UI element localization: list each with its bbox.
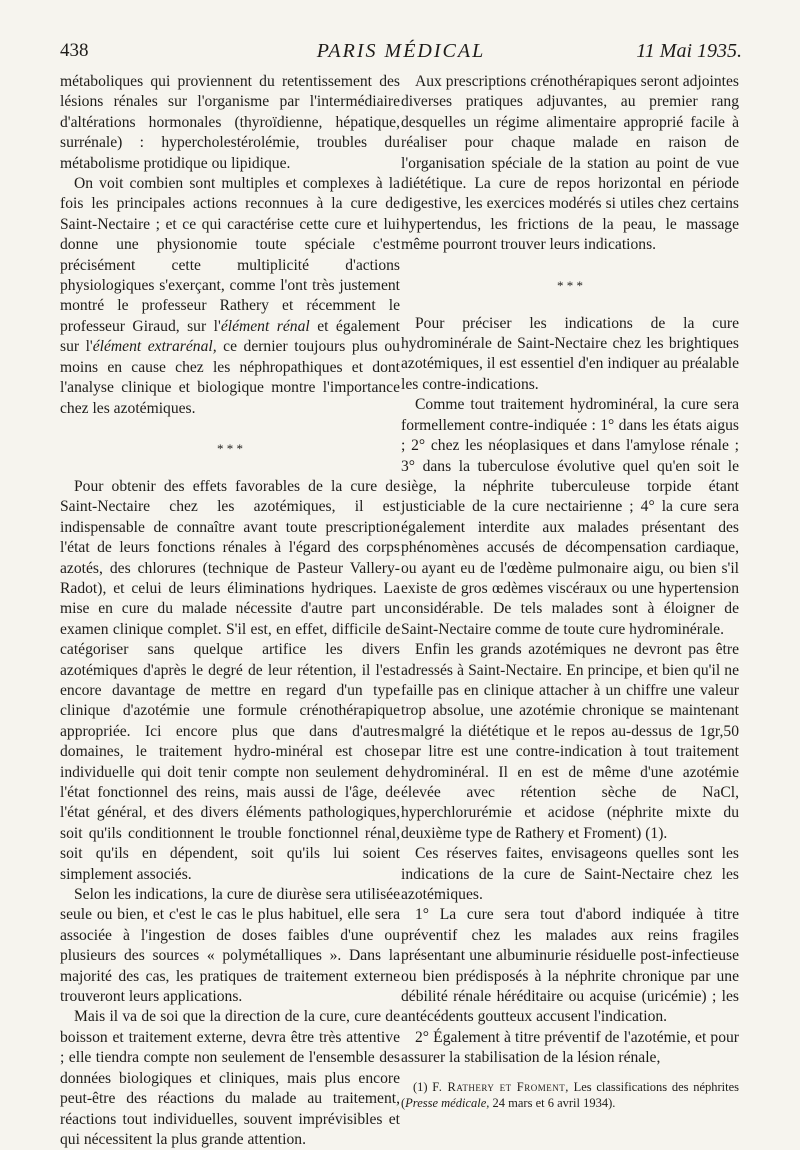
paragraph: métaboliques qui proviennent du retentissement des lésions rénales sur l'organisme par l'intermédiaire d'altérations hormonales (thyroïdienne, hépatique, surrénale) : hypercholestérolémie, troubles du métabolisme protidique ou lipidique. [60, 73, 400, 172]
issue-date: 11 Mai 1935. [636, 40, 742, 62]
footnote-source: Presse médicale, [405, 1095, 490, 1110]
page-number: 438 [60, 40, 89, 61]
emphasis-element-extrarenal: élément extrarénal, [92, 338, 217, 356]
emphasis-element-renal: élément rénal [220, 317, 310, 335]
paragraph: Pour obtenir des effets favorables de la cure de Saint-Nectaire chez les azotémiques, il est indispensable de connaître avant toute prescription l'état de leurs fonctions rénales à l'égard des corps azotés, des chlorures (technique de Pasteur Vallery-Radot), et celui de leurs éliminations hydriques. La mise en cure du malade nécessite d'autre part un examen clinique complet. S'il est, en effet, difficile de catégoriser sans quelque artifice les divers azotémiques d'après le degré de leur rétention, il l'est encore davantage de mettre en regard d'un type clinique d'azotémie une formule crénothérapique appropriée. Ici encore plus que dans d'autres domaines, le traitement hydro-minéral est chose individuelle qui doit tenir compte non seulement de l'état fonctionnel des reins, mais aussi de l'âge, de l'état général, et des divers éléments pathologiques, soit qu'ils conditionnent le trouble fonctionnel rénal, soit qu'ils en dépendent, soit qu'ils lui soient simplement associés. [60, 477, 400, 883]
page-header [60, 36, 742, 70]
right-column [401, 72, 739, 1111]
paragraph: On voit combien sont multiples et complexes à la fois les principales actions reconnues à la cure de Saint-Nectaire ; et ce qui caractérise cette cure et lui donne une physionomie toute spéciale c'est précisément cette multiplicité d'actions physiologiques s'exerçant, comme l'ont très justement montré le professeur Rathery et récemment le professeur Giraud, sur l'élément rénal et également sur l'élément extrarénal, ce dernier toujours plus ou moins en cause chez les néphropathiques et dont l'analyse clinique et biologique montre l'importance chez les azotémiques. [60, 175, 400, 417]
paragraph: 1° La cure sera tout d'abord indiquée à titre préventif chez les malades aux reins fragiles présentant une albuminurie résiduelle post-infectieuse ou bien prédisposés à la néphrite chronique par une débilité rénale héréditaire ou acquise (uricémie) ; les antécédents goutteux accusent l'indication. [401, 906, 739, 1026]
journal-title: PARIS MÉDICAL [316, 40, 486, 62]
paragraph: Comme tout traitement hydrominéral, la cure sera formellement contre-indiquée : 1° dans les états aigus ; 2° chez les néoplasiques et dans l'amylose rénale ; 3° dans la tuberculose évolutive quel qu'en soit le siège, la néphrite tuberculeuse torpide étant justiciable de la cure nectairienne ; 4° la cure sera également interdite aux malades présentant des phénomènes accusés de décompensation cardiaque, ou ayant eu de l'œdème pulmonaire aigu, ou bien s'il existe de gros œdèmes viscéraux ou une hypertension considérable. De tels malades sont à éloigner de Saint-Nectaire comme de toute cure hydrominérale. [401, 396, 739, 638]
paragraph: Mais il va de soi que la direction de la cure, cure de boisson et traitement externe, devra être très attentive ; elle tiendra compte non seulement de l'ensemble des données biologiques et cliniques, mais plus encore peut-être des réactions du malade au traitement, réactions tout individuelles, souvent imprévisibles et qui nécessitent la plus grande attention. [60, 1008, 400, 1148]
paragraph: Ces réserves faites, envisageons quelles sont les indications de la cure de Saint-Nectaire chez les azotémiques. [401, 845, 739, 904]
paragraph: Aux prescriptions crénothérapiques seront adjointes diverses pratiques adjuvantes, au premier rang desquelles un régime alimentaire approprié facile à réaliser pour chaque malade en raison de l'organisation spéciale de la station au point de vue diététique. La cure de repos horizontal en période digestive, les exercices modérés si utiles chez certains hypertendus, les frictions de la peau, le massage même pourront trouver leurs indications. [401, 73, 739, 254]
paragraph: Selon les indications, la cure de diurèse sera utilisée seule ou bien, et c'est le cas le plus habituel, elle sera associée à l'ingestion de doses faibles d'une ou plusieurs des sources « polymétalliques ». Dans la majorité des cas, les pratiques de traitement externe trouveront leurs applications. [60, 886, 400, 1006]
paragraph: 2° Également à titre préventif de l'azotémie, et pour assurer la stabilisation de la lésion rénale, [401, 1028, 739, 1067]
section-separator: * * * [557, 277, 583, 293]
footnote-authors: F. Rathery et Froment, [432, 1079, 569, 1094]
paragraph: Pour préciser les indications de la cure hydrominérale de Saint-Nectaire chez les brightiques azotémiques, il est essentiel d'en indiquer au préalable les contre-indications. [401, 314, 739, 393]
footnote: (1) F. Rathery et Froment, Les classifications des néphrites (Presse médicale, 24 mars et 6 avril 1934). [401, 1079, 740, 1110]
paragraph: Enfin les grands azotémiques ne devront pas être adressés à Saint-Nectaire. En principe, et bien qu'il ne faille pas en clinique attacher à un chiffre une valeur trop absolue, une azotémie chronique se maintenant malgré la diététique et le repos au-dessus de 1gr,50 par litre est une contre-indication à tout traitement hydrominéral. Il en est de même d'une azotémie élevée avec rétention sèche de NaCl, hyperchlorurémie et acidose (néphrite mixte du deuxième type de Rathery et Froment) (1). [401, 641, 739, 842]
left-column [60, 72, 400, 1150]
section-separator: * * * [217, 440, 243, 456]
